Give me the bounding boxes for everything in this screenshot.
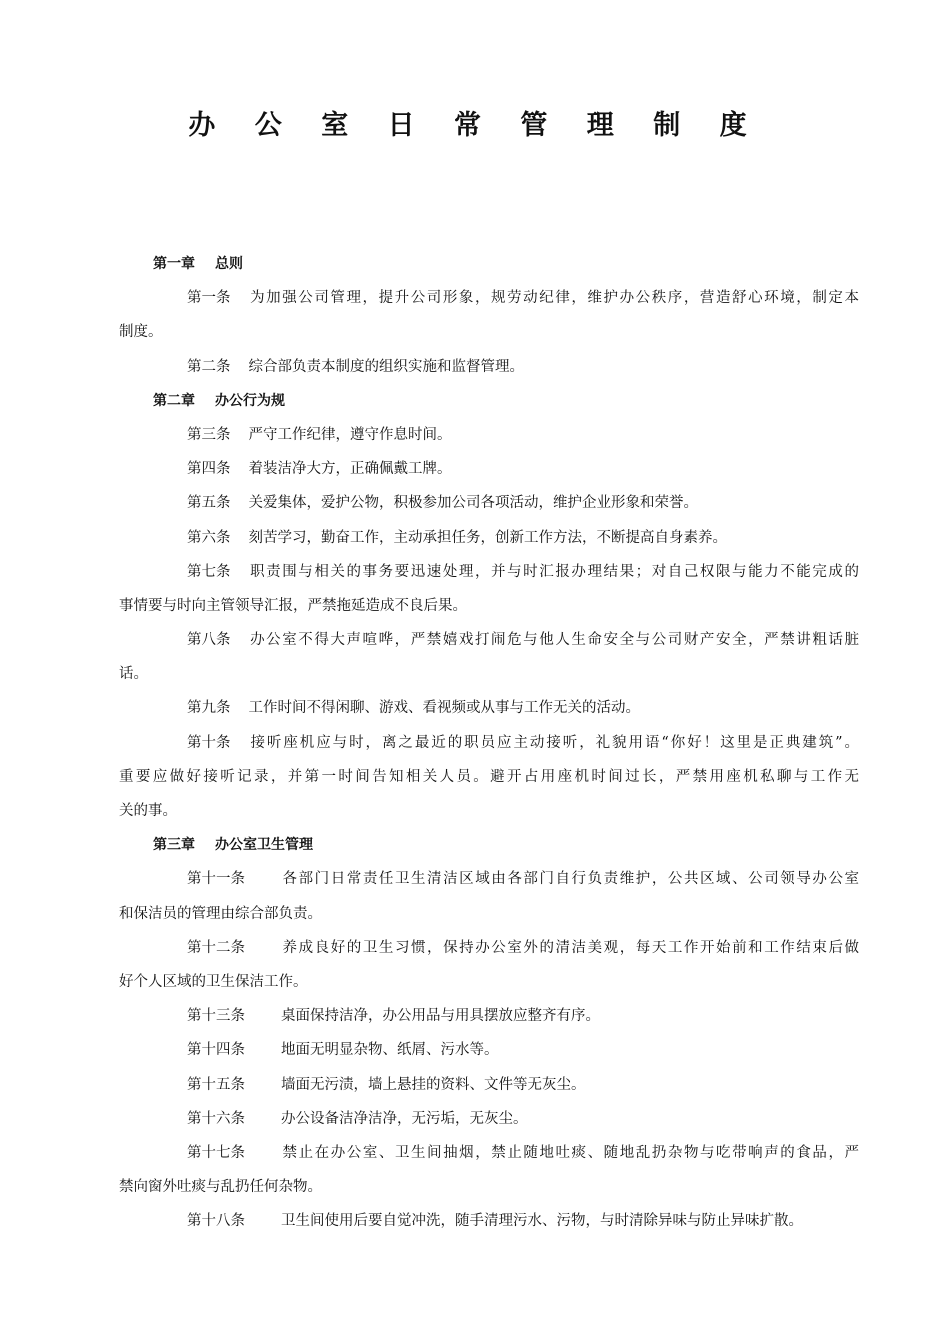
article-text: 职责围与相关的事务要迅速处理，并与时汇报办理结果；对自己权限与能力不能完成的	[248, 563, 859, 580]
article-continuation: 好个人区域的卫生保洁工作。	[119, 973, 308, 990]
chapter-heading	[119, 828, 859, 862]
article-number: 第十一条	[187, 871, 245, 888]
chapter-name: 办公行为规	[215, 392, 285, 409]
document-title: 办 公 室 日 常 管 理 制 度	[188, 110, 762, 141]
chapter-name: 办公室卫生管理	[215, 837, 313, 854]
article-line	[119, 350, 859, 384]
article-continuation: 制度。	[119, 324, 163, 341]
article-continuation: 重要应做好接听记录，并第一时间告知相关人员。避开占用座机时间过长，严禁用座机私聊与工作无	[119, 768, 859, 785]
article-number: 第六条	[187, 529, 231, 546]
article-number: 第十七条	[187, 1144, 245, 1161]
article-number: 第八条	[187, 632, 231, 649]
article-text: 各部门日常责任卫生清洁区域由各部门自行负责维护，公共区域、公司领导办公室	[281, 871, 859, 888]
article-text: 综合部负责本制度的组织实施和监督管理。	[248, 358, 524, 375]
article-continuation: 禁向窗外吐痰与乱扔任何杂物。	[119, 1179, 322, 1196]
article-line	[119, 623, 859, 657]
article-number: 第七条	[187, 563, 231, 580]
article-number: 第十条	[187, 734, 231, 751]
article-number: 第十三条	[187, 1008, 245, 1025]
article-continuation: 关的事。	[119, 803, 177, 819]
article-number: 第二条	[187, 358, 231, 375]
article-line	[119, 555, 859, 589]
article-line	[119, 1102, 859, 1136]
article-line	[119, 1204, 859, 1238]
article-number: 第四条	[187, 461, 231, 478]
chapter-heading	[119, 247, 859, 281]
article-line	[119, 999, 859, 1033]
article-line	[119, 931, 859, 965]
article-text: 地面无明显杂物、纸屑、污水等。	[281, 1042, 499, 1059]
article-line	[119, 691, 859, 725]
article-text: 禁止在办公室、卫生间抽烟，禁止随地吐痰、随地乱扔杂物与吃带响声的食品，严	[281, 1144, 859, 1161]
article-line	[119, 486, 859, 520]
article-number: 第十二条	[187, 939, 245, 956]
article-line	[119, 418, 859, 452]
article-number: 第三条	[187, 426, 231, 443]
article-continuation: 话。	[119, 666, 148, 683]
article-text: 关爱集体，爱护公物，积极参加公司各项活动，维护企业形象和荣誉。	[248, 495, 698, 512]
article-text: 接听座机应与时，离之最近的职员应主动接听，礼貌用语“你好！这里是正典建筑”。	[248, 734, 859, 751]
article-continuation: 和保洁员的管理由综合部负责。	[119, 905, 322, 922]
article-line	[119, 1136, 859, 1170]
article-number: 第十五条	[187, 1076, 245, 1093]
article-text: 办公设备洁净洁净，无污垢，无灰尘。	[281, 1110, 528, 1127]
article-text: 严守工作纪律，遵守作息时间。	[248, 426, 452, 443]
article-number: 第十四条	[187, 1042, 245, 1059]
article-number: 第一条	[187, 290, 231, 307]
article-number: 第五条	[187, 495, 231, 512]
article-text: 着装洁净大方，正确佩戴工牌。	[248, 461, 452, 478]
article-line	[119, 1033, 859, 1067]
document-body	[119, 247, 859, 1238]
article-text: 桌面保持洁净，办公用品与用具摆放应整齐有序。	[281, 1008, 600, 1025]
chapter-heading	[119, 384, 859, 418]
article-text: 工作时间不得闲聊、游戏、看视频或从事与工作无关的活动。	[248, 700, 640, 717]
chapter-number: 第二章	[153, 392, 195, 409]
article-number: 第十八条	[187, 1213, 245, 1230]
article-number: 第十六条	[187, 1110, 245, 1127]
article-text: 为加强公司管理，提升公司形象，规劳动纪律，维护办公秩序，营造舒心环境，制定本	[248, 290, 859, 307]
article-text: 办公室不得大声喧哗，严禁嬉戏打闹危与他人生命安全与公司财产安全，严禁讲粗话脏	[248, 632, 859, 649]
article-line	[119, 862, 859, 896]
article-line	[119, 521, 859, 555]
article-continuation: 事情要与时向主管领导汇报，严禁拖延造成不良后果。	[119, 597, 467, 614]
chapter-number: 第一章	[153, 256, 195, 272]
article-number: 第九条	[187, 700, 231, 717]
chapter-name: 总则	[215, 256, 243, 272]
article-line	[119, 1068, 859, 1102]
article-line	[119, 726, 859, 760]
chapter-number: 第三章	[153, 837, 195, 854]
article-text: 刻苦学习，勤奋工作，主动承担任务，创新工作方法，不断提高自身素养。	[248, 529, 727, 546]
article-line	[119, 452, 859, 486]
article-text: 养成良好的卫生习惯，保持办公室外的清洁美观，每天工作开始前和工作结束后做	[281, 939, 859, 956]
article-text: 墙面无污渍，墙上悬挂的资料、文件等无灰尘。	[281, 1076, 586, 1093]
article-line	[119, 281, 859, 315]
article-text: 卫生间使用后要自觉冲洗，随手清理污水、污物，与时清除异味与防止异味扩散。	[281, 1213, 803, 1230]
